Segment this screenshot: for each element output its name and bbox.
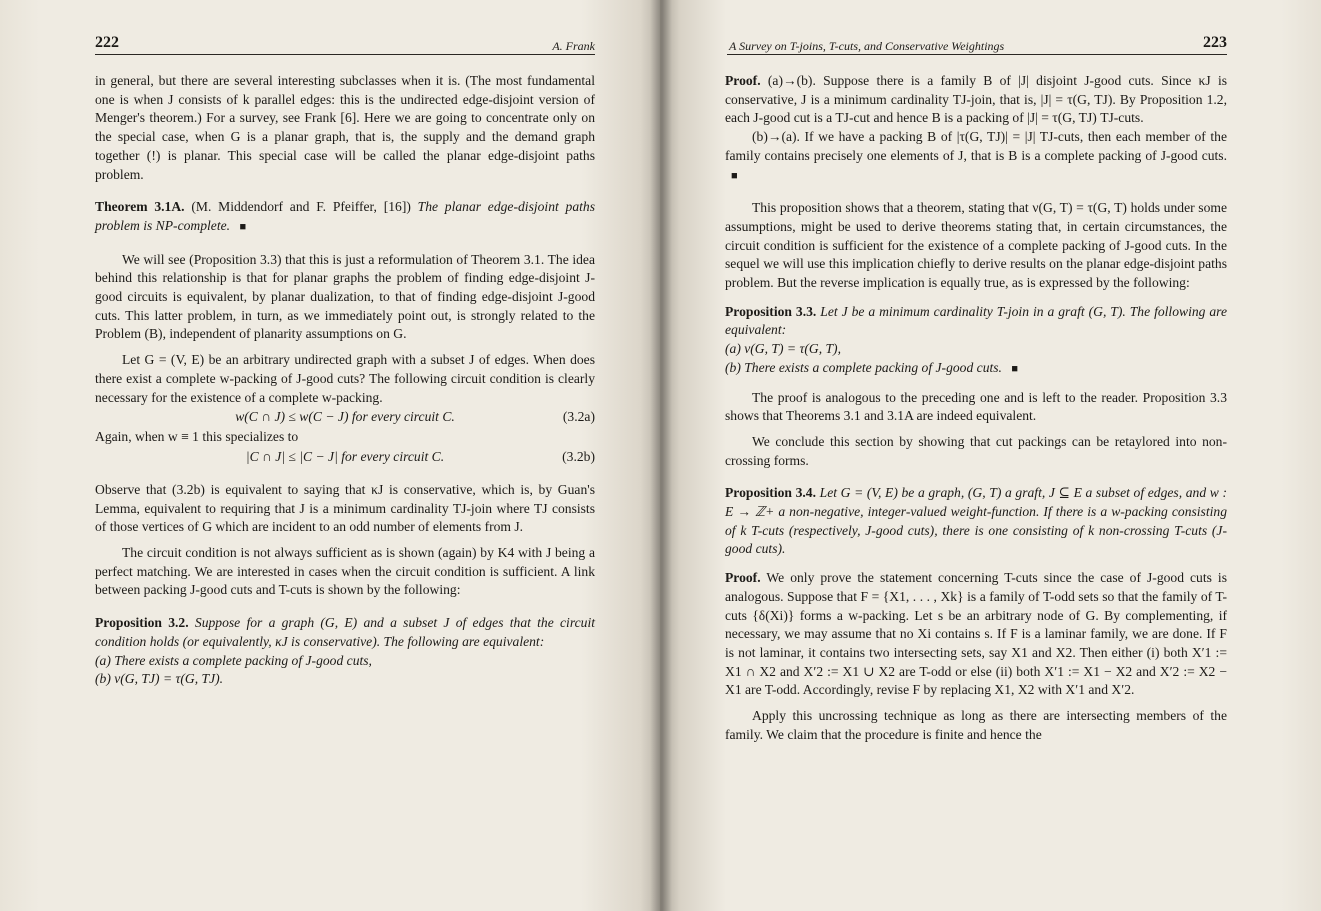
theorem-statement: The planar edge-disjoint paths problem is NP-complete.	[95, 199, 595, 233]
left-page	[0, 0, 660, 911]
proposition-label: Proposition 3.3.	[725, 303, 817, 319]
qed-symbol: ■	[731, 169, 738, 182]
equation-3-2b	[95, 448, 595, 467]
proof-label: Proof.	[725, 73, 761, 88]
proposition-statement: Suppose for a graph (G, E) and a subset J of edges that the circuit condition holds (or equivalently, κJ is conservative). The following are equivalent:	[95, 615, 595, 649]
proof-text: We only prove the statement concerning T-cuts since the case of J-good cuts is analogous. Suppose that F = {X1, . . . , Xk} is a family of T-odd sets so that the family of T-cuts {δ(Xi)} forms a w-packing. Let s be an arbitrary node of G. By complementing, if necessary, we may assume that no Xi contains s. If F is a laminar family, we are done. If F is not laminar, it contains two intersecting sets, say X1 and X2. Then either (i) both X′1 := X1 ∩ X2 and X′2 := X1 ∪ X2 are T-odd or else (ii) both X′1 := X1 − X2 and X′2 := X2 − X1 are T-odd. Accordingly, revise F by replacing X1, X2 with X′1 and X′2.	[725, 570, 1228, 698]
proposition-label: Proposition 3.2.	[95, 615, 189, 631]
proposition-item-b: (b) There exists a complete packing of J-good cuts.	[725, 359, 1002, 375]
right-running-head	[727, 34, 1227, 55]
right-running-title: A Survey on T-joins, T-cuts, and Conservative Weightings	[729, 39, 1005, 53]
paragraph: Apply this uncrossing technique as long as there are intersecting members of the family. We claim that the procedure is finite and hence the	[725, 708, 1227, 742]
proposition-label: Proposition 3.4.	[725, 485, 816, 501]
proposition-statement: Let J be a minimum cardinality T-join in a graft (G, T). The following are equivalent:	[725, 303, 1228, 338]
paragraph: We will see (Proposition 3.3) that this is just a reformulation of Theorem 3.1. The idea behind this relationship is that for planar graphs the problem of finding edge-disjoint J-good circuits is equivalent, by planar dualization, to that of finding edge-disjoint J-good cuts. This latter problem, in turn, as we immediately point out, is strongly related to the Problem (B), independent of planarity assumptions on G.	[95, 251, 595, 342]
theorem-attribution: (M. Middendorf and F. Pfeiffer, [16])	[191, 199, 411, 215]
proposition-item-b-line	[725, 359, 1227, 379]
proposition-3-2	[95, 614, 595, 651]
paragraph: We conclude this section by showing that cut packings can be retaylored into non-crossing forms.	[725, 433, 1227, 468]
proposition-item-a: (a) There exists a complete packing of J-good cuts,	[95, 652, 372, 668]
qed-symbol: ■	[1011, 362, 1019, 375]
proposition-3-3	[725, 303, 1227, 340]
theorem-label: Theorem 3.1A.	[95, 199, 185, 215]
proof-text: (b)→(a). If we have a packing B of |τ(G, TJ)| = |J| TJ-cuts, then each member of the family contains precisely one elements of J, that is B is a complete packing of J-good cuts.	[725, 129, 1227, 163]
right-page	[660, 0, 1321, 911]
paragraph: Observe that (3.2b) is equivalent to saying that κJ is conservative, which is, by Guan's Lemma, equivalent to requiring that J is a minimum cardinality TJ-join where TJ consists of those vertices of G which are incident to an odd number of elements from J.	[95, 481, 595, 535]
proof-3-4	[725, 569, 1227, 700]
equation-text: w(C ∩ J) ≤ w(C − J) for every circuit C.	[235, 409, 455, 425]
paragraph: The proof is analogous to the preceding one and is left to the reader. Proposition 3.3 shows that Theorems 3.1 and 3.1A are indeed equivalent.	[725, 389, 1227, 424]
paragraph: Let G = (V, E) be an arbitrary undirected graph with a subset J of edges. When does there exist a complete w-packing of J-good cuts? The following circuit condition is clearly necessary for the existence of a complete w-packing.	[95, 352, 595, 405]
right-body	[725, 72, 1227, 745]
equation-3-2a	[95, 408, 595, 427]
left-body	[95, 72, 595, 689]
proposition-item-a: (a) ν(G, T) = τ(G, T),	[725, 341, 841, 357]
proof-label: Proof.	[725, 570, 761, 586]
proof-3-2-part-2	[725, 128, 1227, 185]
proof-3-2	[725, 72, 1227, 128]
qed-symbol: ■	[239, 220, 247, 233]
equation-text: |C ∩ J| ≤ |C − J| for every circuit C.	[245, 448, 445, 464]
paragraph: Again, when w ≡ 1 this specializes to	[95, 429, 299, 445]
proposition-item-b: (b) ν(G, TJ) = τ(G, TJ).	[95, 671, 224, 687]
left-running-head	[95, 34, 595, 55]
proof-text: (a)→(b). Suppose there is a family B of |J| disjoint J-good cuts. Since κJ is conservative, J is a minimum cardinality TJ-join, that is, |J| = τ(G, TJ). By Proposition 1.2, each J-good cut is a TJ-cut and hence B is a packing of |J| = τ(G, TJ) TJ-cuts.	[725, 73, 1228, 126]
paragraph: This proposition shows that a theorem, stating that ν(G, T) = τ(G, T) holds under some assumptions, might be used to derive theorems stating that, in certain circumstances, the circuit condition is sufficient for the existence of a complete packing of J-good cuts. In the sequel we will use this implication chiefly to derive results on the planar edge-disjoint paths problem. But the reverse implication is equally true, as is expressed by the following:	[725, 200, 1227, 291]
paragraph: The circuit condition is not always sufficient as is shown (again) by K4 with J being a perfect matching. We are interested in cases when the circuit condition is sufficient. A link between packing J-good cuts and T-cuts is shown by the following:	[95, 545, 595, 598]
left-page-number: 222	[95, 34, 119, 51]
book-gutter-shadow	[650, 0, 672, 911]
proposition-3-4	[725, 484, 1227, 559]
right-page-number: 223	[1203, 34, 1227, 51]
equation-tag: (3.2b)	[562, 448, 595, 464]
theorem-3-1a	[95, 198, 595, 236]
paragraph: in general, but there are several interesting subclasses when it is. (The most fundamental one is when J consists of k parallel edges: this is the undirected edge-disjoint version of Menger's theorem.) For a survey, see Frank [6]. Here we are going to concentrate only on the special case, when G is a planar graph, that is, the supply and the demand graph together (!) is planar. This special case will be called the planar edge-disjoint paths problem.	[95, 73, 595, 182]
equation-tag: (3.2a)	[562, 409, 595, 425]
proposition-statement: Let G = (V, E) be a graph, (G, T) a graft, J ⊆ E a subset of edges, and w : E → ℤ+ a non-negative, integer-valued weight-function. If there is a w-packing consisting of k T-cuts (respectively, J-good cuts), there is one consisting of k non-crossing T-cuts (J-good cuts).	[725, 485, 1227, 557]
left-running-title: A. Frank	[552, 39, 595, 53]
